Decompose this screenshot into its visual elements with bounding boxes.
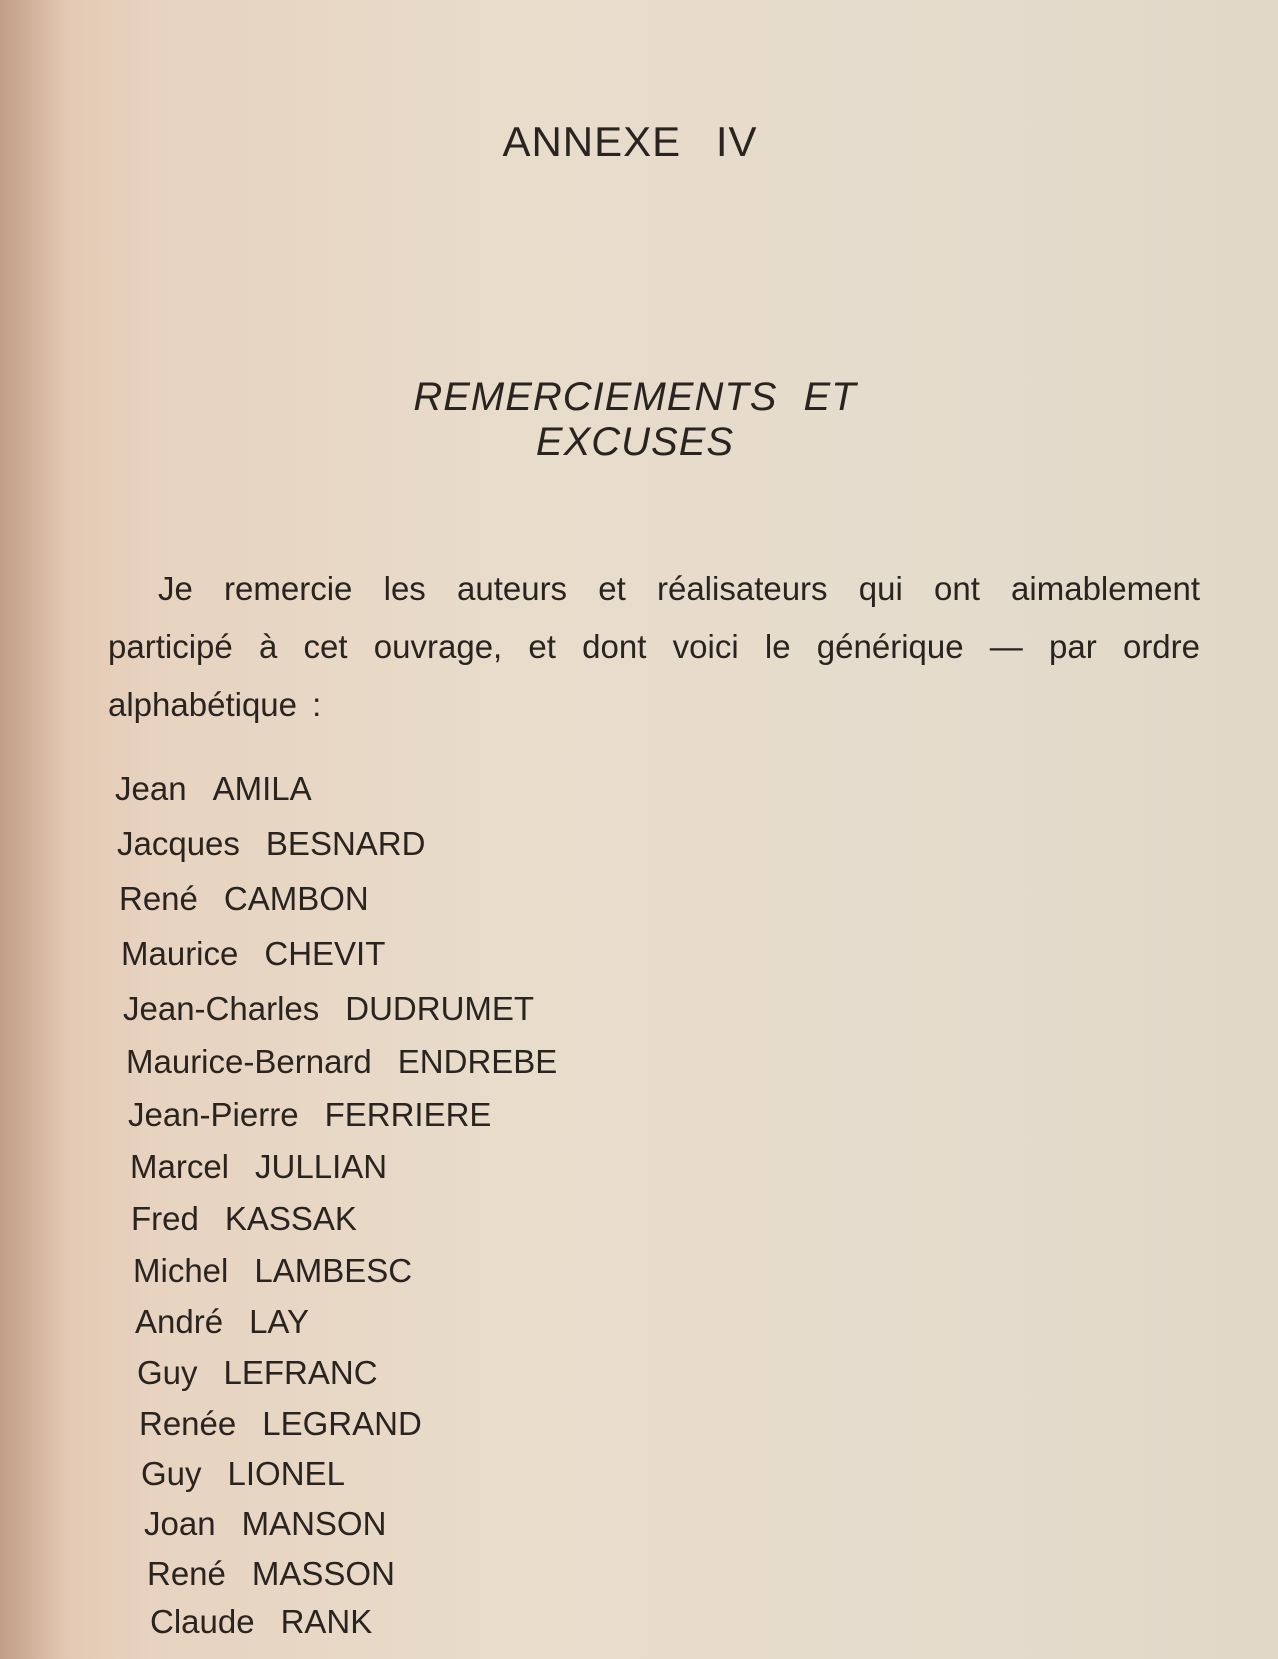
first-name: Renée (139, 1405, 237, 1442)
last-name: RANK (280, 1603, 373, 1640)
list-item (130, 1148, 387, 1186)
last-name: JULLIAN (255, 1148, 388, 1185)
first-name: René (147, 1555, 226, 1592)
last-name: ENDREBE (397, 1043, 558, 1080)
list-item (137, 1354, 378, 1392)
last-name: DUDRUMET (345, 990, 535, 1027)
section-title: REMERCIEMENTS ET EXCUSES (413, 375, 857, 464)
last-name: AMILA (212, 770, 312, 807)
last-name: CHEVIT (264, 935, 386, 972)
first-name: Jean (115, 770, 187, 807)
last-name: KASSAK (224, 1200, 357, 1237)
first-name: Maurice (121, 935, 239, 972)
first-name: Jacques (117, 825, 240, 862)
first-name: André (135, 1303, 224, 1340)
list-item (135, 1303, 309, 1341)
first-name: Marcel (130, 1148, 230, 1185)
annex-title: ANNEXE IV (502, 118, 758, 165)
first-name: Claude (150, 1603, 255, 1640)
first-name: Joan (144, 1505, 216, 1542)
last-name: FERRIERE (324, 1096, 492, 1133)
first-name: Michel (133, 1252, 229, 1289)
last-name: LIONEL (227, 1455, 345, 1492)
intro-paragraph: Je remercie les auteurs et réalisateurs qui ont aimablement participé à cet ouvrage, et dont voici le générique — par ordre alphabétique : (108, 570, 1200, 723)
list-item (133, 1252, 412, 1290)
last-name: CAMBON (223, 880, 369, 917)
list-item (139, 1405, 422, 1443)
list-item (144, 1505, 386, 1543)
first-name: Jean-Pierre (128, 1096, 299, 1133)
last-name: MASSON (251, 1555, 395, 1592)
list-item (121, 935, 385, 973)
last-name: LEGRAND (262, 1405, 422, 1442)
first-name: René (119, 880, 198, 917)
list-item (131, 1200, 357, 1238)
first-name: Maurice-Bernard (126, 1043, 372, 1080)
last-name: BESNARD (265, 825, 426, 862)
list-item (128, 1096, 491, 1134)
list-item (147, 1555, 395, 1593)
list-item (150, 1603, 372, 1641)
last-name: MANSON (241, 1505, 387, 1542)
first-name: Guy (137, 1354, 198, 1391)
list-item (126, 1043, 557, 1081)
first-name: Fred (131, 1200, 199, 1237)
last-name: LEFRANC (223, 1354, 378, 1391)
list-item (115, 770, 312, 808)
list-item (123, 990, 534, 1028)
first-name: Jean-Charles (123, 990, 320, 1027)
spine-shadow (0, 0, 70, 1659)
last-name: LAMBESC (254, 1252, 413, 1289)
last-name: LAY (249, 1303, 309, 1340)
list-item (119, 880, 369, 918)
first-name: Guy (141, 1455, 202, 1492)
list-item (117, 825, 425, 863)
list-item (141, 1455, 345, 1493)
